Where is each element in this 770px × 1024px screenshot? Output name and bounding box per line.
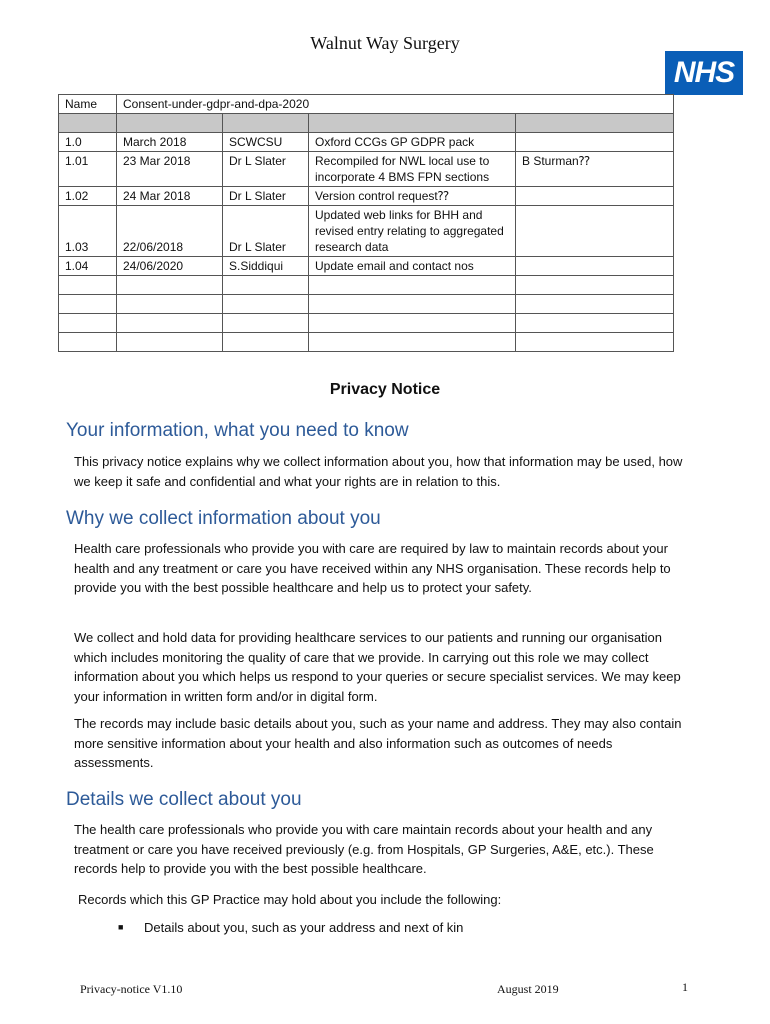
- date-cell: March 2018: [117, 133, 223, 152]
- date-cell: 22/06/2018: [117, 206, 223, 257]
- paragraph: This privacy notice explains why we collect information about you, how that information may be used, how we keep it safe and confidential and what your rights are in relation to this.: [74, 454, 683, 489]
- reviewer-cell: [516, 187, 674, 206]
- table-row: [59, 152, 674, 187]
- change-cell: Recompiled for NWL local use to incorporate 4 BMS FPN sections: [309, 152, 516, 187]
- table-row: [59, 257, 674, 276]
- table-row: [59, 333, 674, 352]
- date-cell: 24 Mar 2018: [117, 187, 223, 206]
- reviewer-cell: [516, 257, 674, 276]
- paragraph: The records may include basic details about you, such as your name and address. They may also contain more sensitive information about your health and also information such as outcomes of needs assessments.: [74, 716, 682, 770]
- name-label: Name: [59, 95, 117, 114]
- reviewer-cell: [516, 133, 674, 152]
- table-row: [59, 206, 674, 257]
- version-control-table: [58, 94, 674, 352]
- section-heading-details-we-collect: Details we collect about you: [66, 789, 302, 810]
- change-cell: Version control request⁇: [309, 187, 516, 206]
- surgery-title: Walnut Way Surgery: [310, 33, 460, 53]
- author-cell: S.Siddiqui: [223, 257, 309, 276]
- table-row: [59, 276, 674, 295]
- section-heading-why-we-collect: Why we collect information about you: [66, 508, 381, 529]
- table-row: [59, 314, 674, 333]
- nhs-logo: NHS: [665, 51, 743, 95]
- bullet-square-icon: ■: [118, 922, 124, 932]
- date-cell: 24/06/2020: [117, 257, 223, 276]
- section-heading-your-information: Your information, what you need to know: [66, 420, 409, 441]
- paragraph: Records which this GP Practice may hold about you include the following:: [78, 892, 502, 907]
- author-cell: SCWCSU: [223, 133, 309, 152]
- version-cell: 1.0: [59, 133, 117, 152]
- footer-doc-ref: Privacy-notice V1.10: [80, 982, 183, 996]
- table-row: [59, 114, 674, 133]
- version-cell: 1.02: [59, 187, 117, 206]
- reviewer-cell: B Sturman⁇: [516, 152, 674, 187]
- privacy-notice-heading: Privacy Notice: [329, 381, 441, 398]
- paragraph: Health care professionals who provide you with care are required by law to maintain records about your health and any treatment or care you have received within any NHS organisation. These records help to provide you with the best possible healthcare and help us to protect your safety.: [74, 541, 671, 595]
- version-cell: 1.01: [59, 152, 117, 187]
- table-row: [59, 295, 674, 314]
- author-cell: Dr L Slater: [223, 152, 309, 187]
- change-cell: Updated web links for BHH and revised entry relating to aggregated research data: [309, 206, 516, 257]
- version-cell: 1.04: [59, 257, 117, 276]
- table-row: [59, 95, 674, 114]
- footer-date: August 2019: [497, 982, 559, 996]
- change-cell: Oxford CCGs GP GDPR pack: [309, 133, 516, 152]
- list-item-text: Details about you, such as your address and next of kin: [144, 920, 464, 935]
- page-number: 1: [682, 980, 688, 994]
- reviewer-cell: [516, 206, 674, 257]
- table-row: [59, 187, 674, 206]
- list-item: [118, 920, 463, 935]
- table-row: [59, 133, 674, 152]
- paragraph: We collect and hold data for providing healthcare services to our patients and running our organisation which includes monitoring the quality of care that we provide. In carrying out this role we may collect information about you which helps us respond to your queries or secure specialist services. We may keep your information in written form and/or in digital form.: [74, 630, 681, 704]
- version-cell: 1.03: [59, 206, 117, 257]
- paragraph: The health care professionals who provide you with care maintain records about your health and any treatment or care you have received previously (e.g. from Hospitals, GP Surgeries, A&E, etc.). These records help to provide you with the best possible healthcare.: [74, 822, 654, 876]
- name-value: Consent-under-gdpr-and-dpa-2020: [117, 95, 674, 114]
- date-cell: 23 Mar 2018: [117, 152, 223, 187]
- author-cell: Dr L Slater: [223, 206, 309, 257]
- author-cell: Dr L Slater: [223, 187, 309, 206]
- change-cell: Update email and contact nos: [309, 257, 516, 276]
